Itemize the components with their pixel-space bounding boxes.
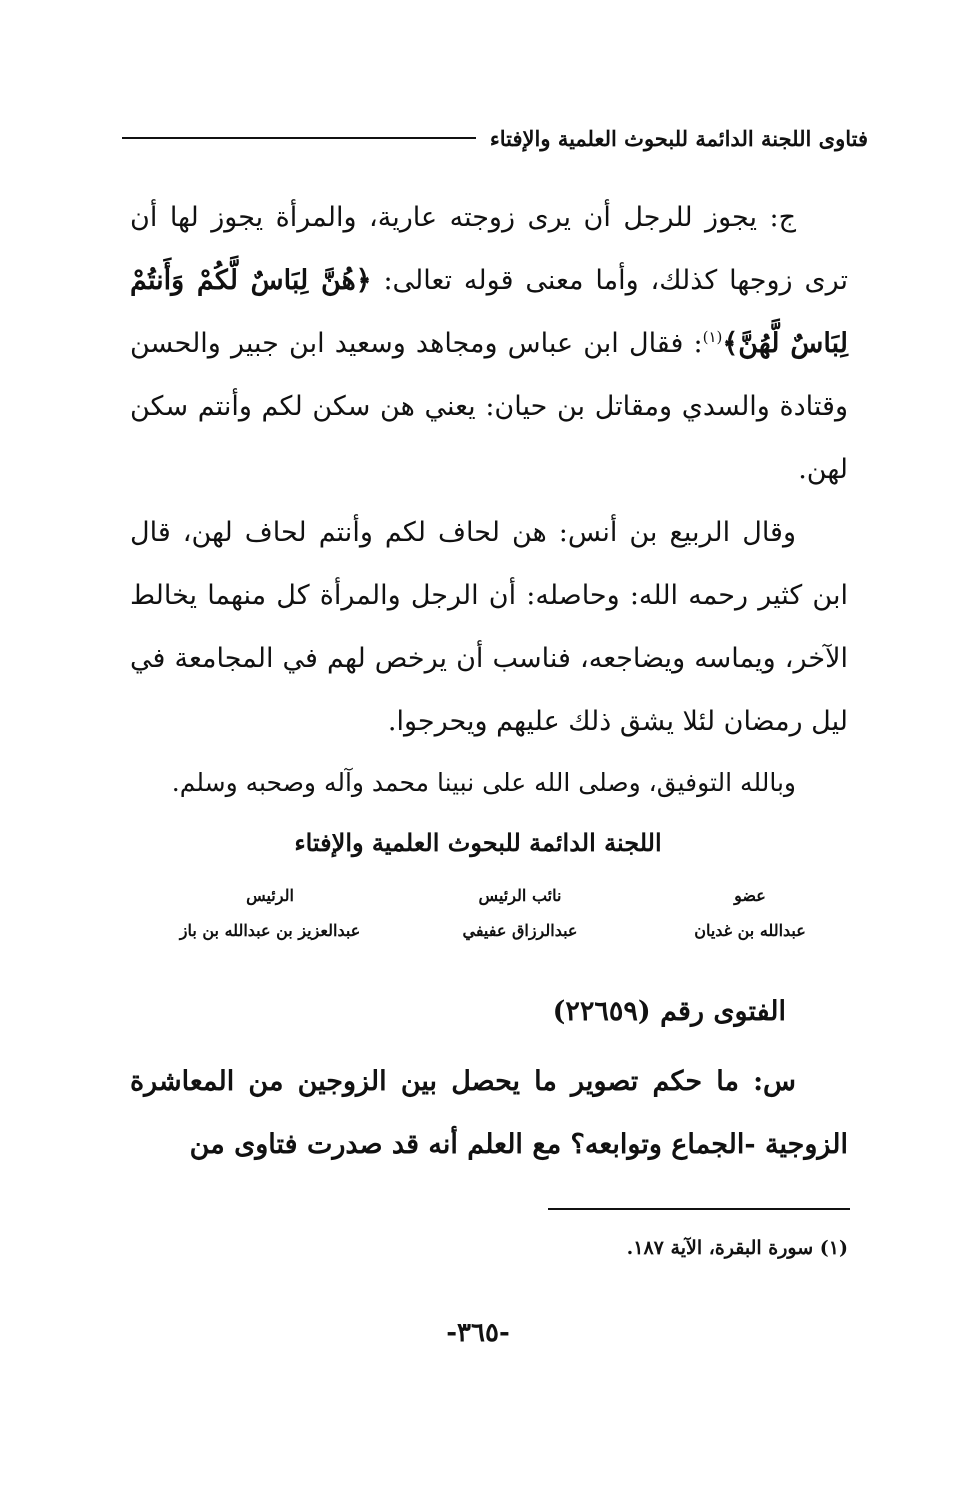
running-header [122,118,868,158]
member-role: عضو [734,886,766,905]
signature-member [660,876,840,946]
footnote-reference: (١) [702,328,723,346]
fatwa-number-heading: الفتوى رقم (٢٢٦٥٩) [552,996,786,1027]
page-number: -٣٦٥- [446,1318,510,1348]
answer-text-part-1: ج: يجوز للرجل أن يرى زوجته عارية، والمرأة يجوز لها أن ترى زوجها كذلك، وأما معنى قوله تعالى: [130,202,848,296]
answer-body [130,186,848,753]
closing-line: وبالله التوفيق، وصلى الله على نبينا محمد وآله وصحبه وسلم. [171,768,796,797]
quran-verse: ﴿هُنَّ لِبَاسٌ لَّكُمْ وَأَنتُمْ لِبَاسٌ لَّهُنَّ﴾ [130,265,848,359]
committee-title: اللجنة الدائمة للبحوث العلمية والإفتاء [294,828,662,857]
question-paragraph: س: ما حكم تصوير ما يحصل بين الزوجين من المعاشرة الزوجية -الجماع وتوابعه؟ مع العلم أنه قد صدرت فتاوى من [130,1066,848,1160]
header-rule [122,137,476,139]
signature-vice-chairman [420,876,620,946]
footnote: (١) سورة البقرة، الآية ١٨٧. [626,1237,848,1259]
vice-chairman-name: عبدالرزاق عفيفي [462,921,578,940]
answer-text-part-2: : فقال ابن عباس ومجاهد وسعيد ابن جبير والحسن وقتادة والسدي ومقاتل بن حيان: يعني هن سكن لكم وأنتم سكن لهن. [130,328,848,485]
answer-paragraph-1 [130,186,848,501]
answer-paragraph-2: وقال الربيع بن أنس: هن لحاف لكم وأنتم لحاف لهن، قال ابن كثير رحمه الله: وحاصله: أن الرجل والمرأة كل منهما يخالط الآخر، ويماسه ويضاجعه، فناسب أن يرخص لهم في المجامعة في ليل رمضان لئلا يشق ذلك عليهم ويحرجوا. [130,517,848,737]
footnote-separator [548,1208,850,1210]
chairman-role: الرئيس [246,886,294,905]
header-title: فتاوى اللجنة الدائمة للبحوث العلمية والإفتاء [489,125,868,151]
signature-chairman [150,876,390,946]
vice-chairman-role: نائب الرئيس [478,886,562,905]
member-name: عبدالله بن غديان [694,921,806,940]
chairman-name: عبدالعزيز بن عبدالله بن باز [179,921,361,940]
